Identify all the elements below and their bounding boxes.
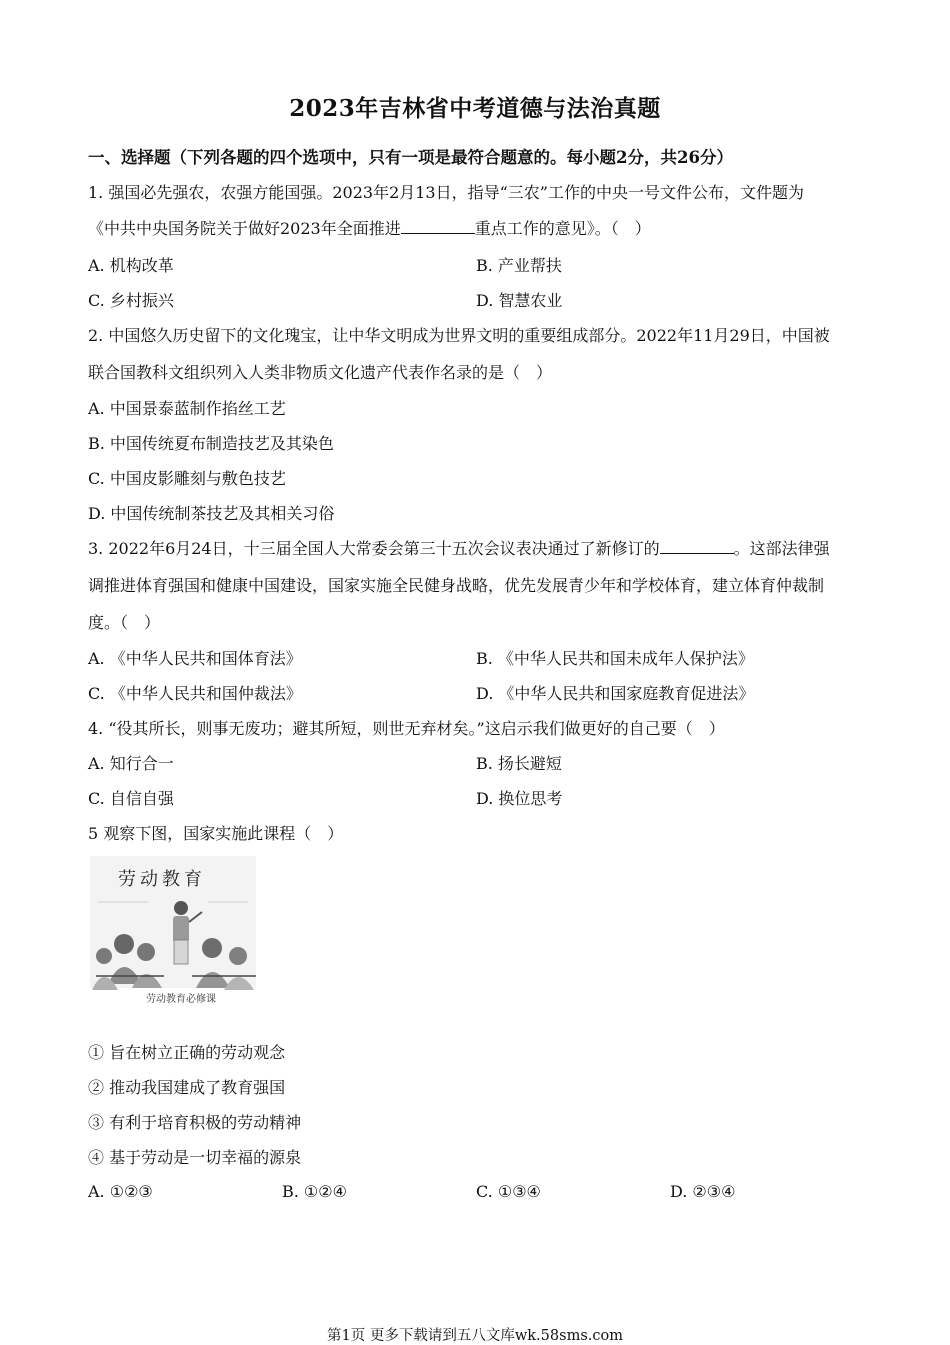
q5-statement-2: ② 推动我国建成了教育强国 — [88, 1078, 286, 1097]
fill-blank — [401, 219, 475, 234]
q3-text-line1 — [88, 539, 830, 559]
q5-option-d: D. ②③④ — [670, 1182, 736, 1201]
q3-option-a: A. 《中华人民共和国体育法》 — [88, 649, 302, 668]
q1-text-line1: 1. 强国必先强农，农强方能国强。2023年2月13日，指导“三农”工作的中央一号文件公布，文件题为 — [88, 183, 804, 202]
q1-text-part-a: 《中共中央国务院关于做好2023年全面推进 — [88, 219, 401, 238]
illustration-caption: 劳动教育必修课 — [146, 994, 216, 1005]
q5-statement-4: ④ 基于劳动是一切幸福的源泉 — [88, 1148, 302, 1167]
q3-option-c: C. 《中华人民共和国仲裁法》 — [88, 684, 302, 703]
q2-text-line1: 2. 中国悠久历史留下的文化瑰宝，让中华文明成为世界文明的重要组成部分。2022年11月29日，中国被 — [88, 326, 830, 345]
q1-text-line2 — [88, 219, 651, 239]
section-heading: 一、选择题（下列各题的四个选项中，只有一项是最符合题意的。每小题2分，共26分） — [88, 148, 733, 167]
q2-text-line2: 联合国教科文组织列入人类非物质文化遗产代表作名录的是（ ） — [88, 363, 553, 382]
q1-text-part-b: 重点工作的意见》。（ ） — [474, 219, 651, 238]
q3-text-part-a: 3. 2022年6月24日，十三届全国人大常委会第三十五次会议表决通过了新修订的 — [88, 539, 660, 558]
q4-option-b: B. 扬长避短 — [476, 754, 562, 773]
q5-option-c: C. ①③④ — [476, 1182, 541, 1201]
q3-text-line3: 度。（ ） — [88, 613, 161, 632]
illustration-drawing — [88, 852, 260, 1014]
q3-text-part-b: 。这部法律强 — [733, 539, 830, 558]
fill-blank — [660, 539, 734, 554]
page-footer: 第1页 更多下载请到五八文库wk.58sms.com — [327, 1328, 623, 1344]
q1-option-c: C. 乡村振兴 — [88, 291, 174, 310]
page-title: 2023年吉林省中考道德与法治真题 — [289, 95, 661, 122]
q2-option-c: C. 中国皮影雕刻与敷色技艺 — [88, 469, 286, 488]
illustration-title: 劳动教育 — [118, 869, 206, 890]
q5-statement-3: ③ 有利于培育积极的劳动精神 — [88, 1113, 302, 1132]
q1-option-d: D. 智慧农业 — [476, 291, 563, 310]
q5-option-a: A. ①②③ — [88, 1182, 153, 1201]
labor-education-illustration — [88, 852, 260, 1014]
q3-text-line2: 调推进体育强国和健康中国建设，国家实施全民健身战略，优先发展青少年和学校体育，建立体育仲裁制 — [88, 576, 825, 595]
q5-statement-1: ① 旨在树立正确的劳动观念 — [88, 1043, 286, 1062]
q4-option-d: D. 换位思考 — [476, 789, 563, 808]
q1-option-a: A. 机构改革 — [88, 256, 174, 275]
q4-option-c: C. 自信自强 — [88, 789, 174, 808]
q2-option-b: B. 中国传统夏布制造技艺及其染色 — [88, 434, 334, 453]
q3-option-b: B. 《中华人民共和国未成年人保护法》 — [476, 649, 754, 668]
q2-option-a: A. 中国景泰蓝制作掐丝工艺 — [88, 399, 286, 418]
q5-text-line1: 5 观察下图，国家实施此课程（ ） — [88, 824, 344, 843]
q1-option-b: B. 产业帮扶 — [476, 256, 562, 275]
q4-text-line1: 4. “役其所长，则事无废功；避其所短，则世无弃材矣。”这启示我们做更好的自己要（ ） — [88, 719, 725, 738]
q4-option-a: A. 知行合一 — [88, 754, 174, 773]
q2-option-d: D. 中国传统制茶技艺及其相关习俗 — [88, 504, 335, 523]
q5-option-b: B. ①②④ — [282, 1182, 347, 1201]
q3-option-d: D. 《中华人民共和国家庭教育促进法》 — [476, 684, 755, 703]
